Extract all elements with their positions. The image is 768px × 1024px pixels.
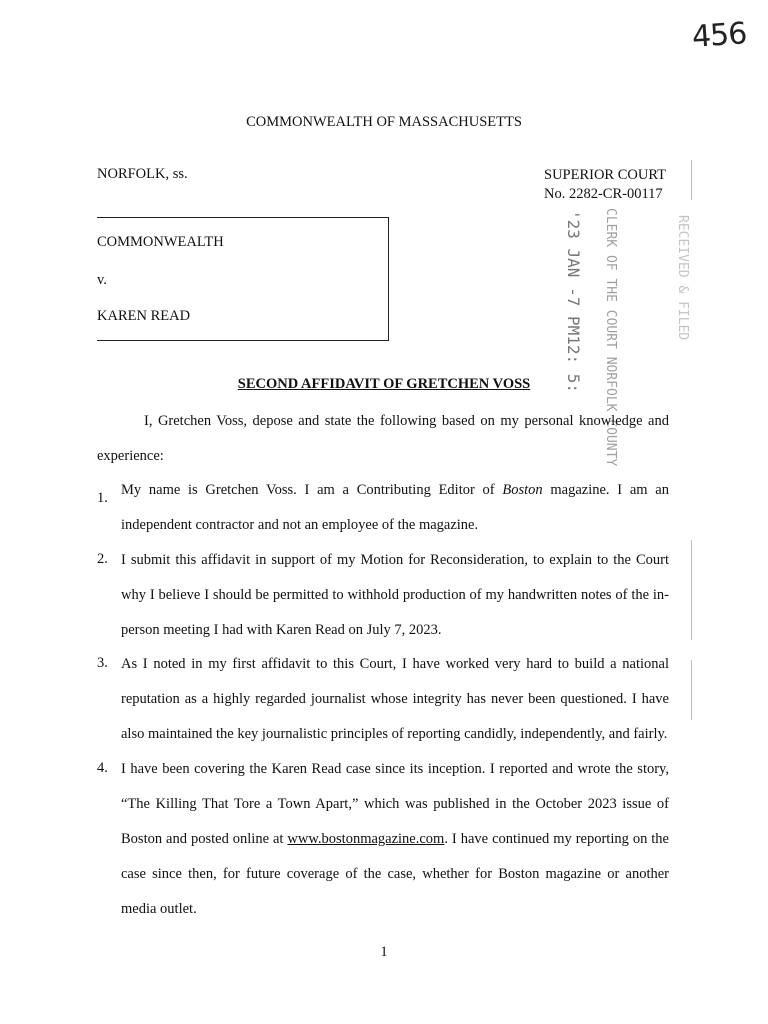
- received-filed-stamp: RECEIVED & FILED: [675, 215, 690, 341]
- scan-edge-mark: [691, 160, 692, 200]
- court-block: [544, 166, 666, 204]
- scan-edge-mark: [691, 540, 692, 640]
- clerk-stamp: CLERK OF THE COURT NORFOLK COUNTY: [603, 208, 618, 467]
- page-number: 1: [380, 944, 388, 960]
- publication-name: Boston: [502, 482, 543, 498]
- caption-defendant: KAREN READ: [97, 308, 191, 324]
- filing-time-stamp: '23 JAN -7 PM12: 5:: [564, 210, 583, 394]
- item-number: 2.: [97, 551, 108, 567]
- caption-plaintiff: COMMONWEALTH: [97, 234, 224, 250]
- paragraph-1: My name is Gretchen Voss. I am a Contributing Editor of Boston magazine. I am an independent contractor and not an employee of the magazine.: [121, 482, 669, 533]
- item-number: 4.: [97, 760, 108, 776]
- handwritten-page-number: 456: [690, 16, 748, 55]
- item-number: 1.: [97, 490, 108, 506]
- court-name: SUPERIOR COURT: [544, 167, 666, 183]
- website-link[interactable]: www.bostonmagazine.com: [287, 831, 445, 847]
- document-title: COMMONWEALTH OF MASSACHUSETTS: [246, 114, 522, 130]
- docket-number: No. 2282-CR-00117: [544, 186, 663, 202]
- intro-paragraph: I, Gretchen Voss, depose and state the following based on my personal knowledge and experience:: [97, 413, 669, 464]
- affidavit-heading: SECOND AFFIDAVIT OF GRETCHEN VOSS: [237, 376, 531, 392]
- paragraph-2: I submit this affidavit in support of my Motion for Reconsideration, to explain to the Court why I believe I should be permitted to withhold production of my handwritten notes of the in-person meeting I had with Karen Read on July 7, 2023.: [121, 552, 669, 638]
- paragraph-3: As I noted in my first affidavit to this Court, I have worked very hard to build a national reputation as a highly regarded journalist whose integrity has never been questioned. I have also maintained the key journalistic principles of reporting candidly, independently, and fairly.: [121, 656, 669, 742]
- case-caption-box: [97, 217, 389, 341]
- scan-edge-mark: [691, 660, 692, 720]
- caption-versus: v.: [97, 272, 107, 288]
- paragraph-4: I have been covering the Karen Read case since its inception. I reported and wrote the story, “The Killing That Tore a Town Apart,” which was published in the October 2023 issue of Boston and posted online at www.bostonmagazine.com. I have continued my reporting on the case since then, for future coverage of the case, whether for Boston magazine or another media outlet.: [121, 761, 669, 917]
- county-label: NORFOLK, ss.: [97, 166, 188, 182]
- item-number: 3.: [97, 655, 108, 671]
